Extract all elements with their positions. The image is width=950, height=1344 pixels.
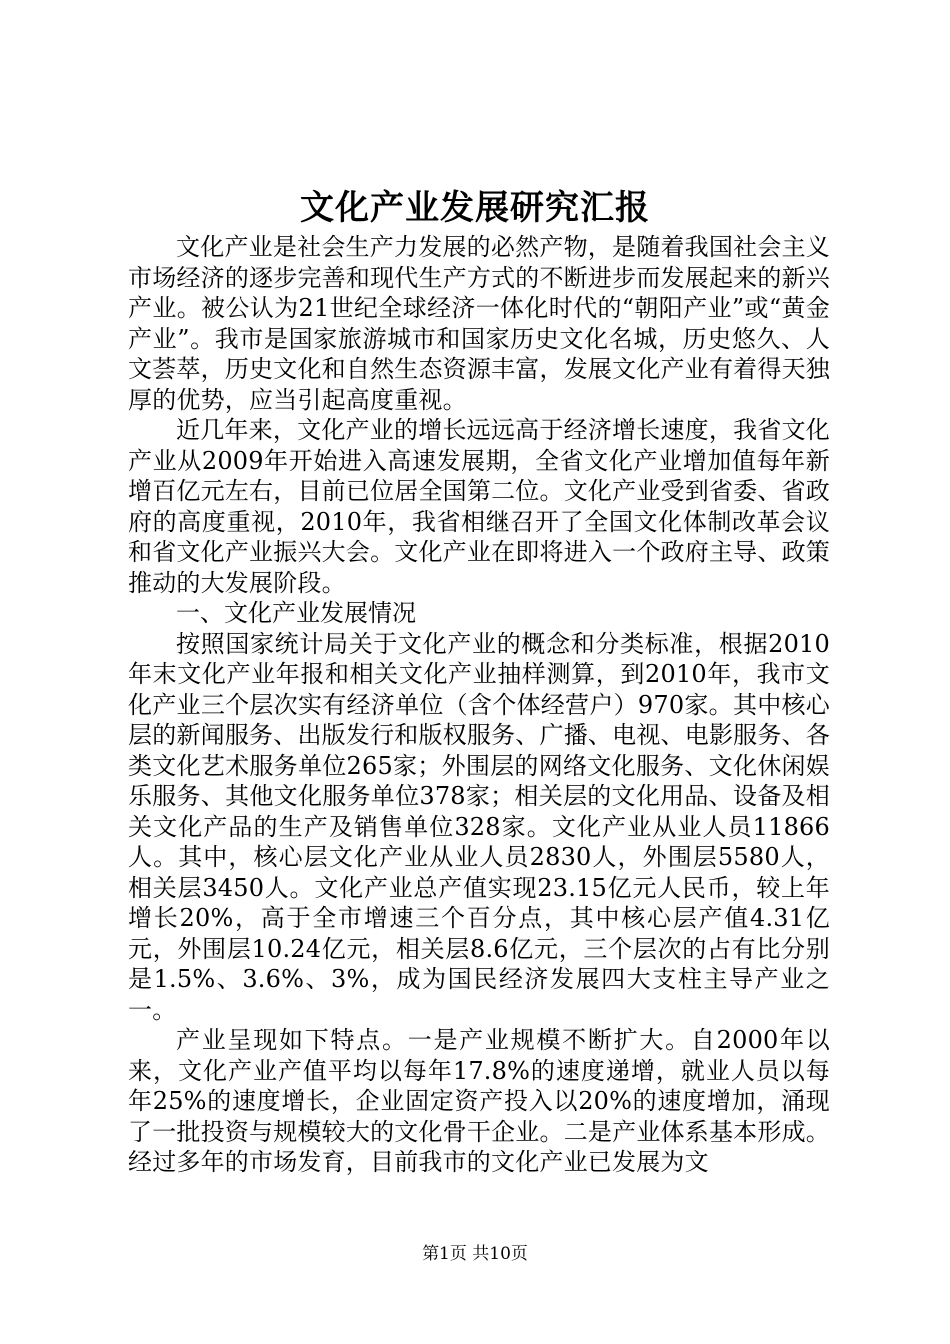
paragraph-features: 产业呈现如下特点。一是产业规模不断扩大。自2000年以来，文化产业产值平均以每年17.8%的速度递增，就业人员以每年25%的速度增长，企业固定资产投入以20%的速度增加，涌现了一批投资与规模较大的文化骨干企业。二是产业体系基本形成。经过多年的市场发育，目前我市的文化产业已发展为文 xyxy=(128,1026,830,1176)
section-heading: 一、文化产业发展情况 xyxy=(176,599,416,627)
paragraph-statistics: 按照国家统计局关于文化产业的概念和分类标准，根据2010年末文化产业年报和相关文化产业抽样测算，到2010年，我市文化产业三个层次实有经济单位（含个体经营户）970家。其中核心层的新闻服务、出版发行和版权服务、广播、电视、电影服务、各类文化艺术服务单位265家；外围层的网络文化服务、文化休闲娱乐服务、其他文化服务单位378家；相关层的文化用品、设备及相关文化产品的生产及销售单位328家。文化产业从业人员11866人。其中，核心层文化产业从业人员2830人，外围层5580人，相关层3450人。文化产业总产值实现23.15亿元人民币，较上年增长20%，高于全市增速三个百分点，其中核心层产值4.31亿元，外围层10.24亿元，相关层8.6亿元，三个层次的占有比分别是1.5%、3.6%、3%，成为国民经济发展四大支柱主导产业之一。 xyxy=(128,629,830,1024)
document-title: 文化产业发展研究汇报 xyxy=(300,188,650,228)
paragraph-intro: 文化产业是社会生产力发展的必然产物，是随着我国社会主义市场经济的逐步完善和现代生产方式的不断进步而发展起来的新兴产业。被公认为21世纪全球经济一体化时代的“朝阳产业”或“黄金产业”。我市是国家旅游城市和国家历史文化名城，历史悠久、人文荟萃，历史文化和自然生态资源丰富，发展文化产业有着得天独厚的优势，应当引起高度重视。 xyxy=(128,233,830,414)
page-footer: 第1页 共10页 xyxy=(422,1244,528,1264)
document-body xyxy=(128,232,830,1178)
paragraph-growth: 近几年来，文化产业的增长远远高于经济增长速度，我省文化产业从2009年开始进入高速发展期，全省文化产业增加值每年新增百亿元左右，目前已位居全国第二位。文化产业受到省委、省政府的高度重视，2010年，我省相继召开了全国文化体制改革会议和省文化产业振兴大会。文化产业在即将进入一个政府主导、政策推动的大发展阶段。 xyxy=(128,416,830,597)
